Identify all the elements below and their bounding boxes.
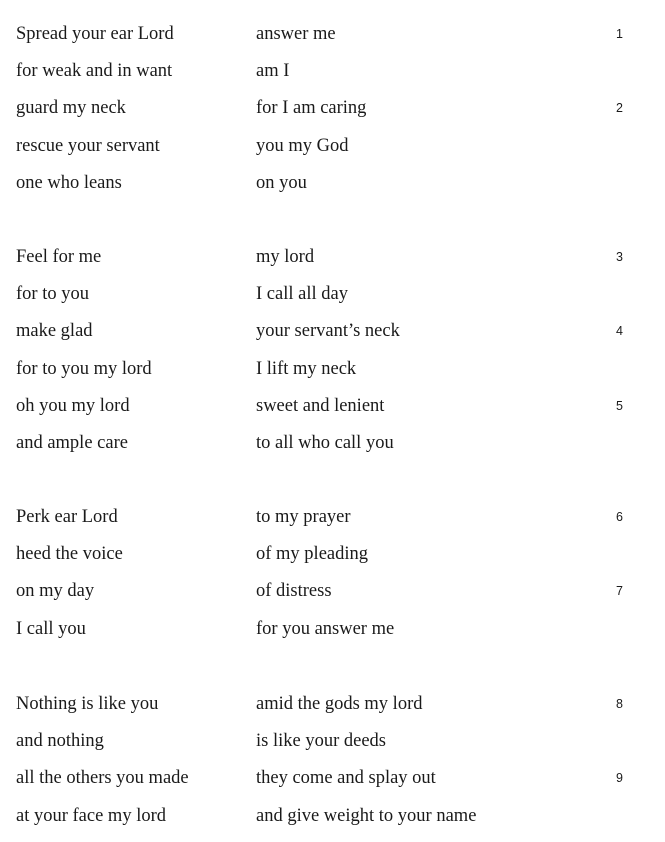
verse-line	[0, 690, 665, 718]
verse-second-half: I call all day	[256, 284, 348, 305]
verse-second-half: amid the gods my lord	[256, 694, 423, 714]
verse-line	[0, 429, 665, 457]
verse-line	[0, 280, 665, 308]
verse-number: 6	[616, 510, 623, 524]
verse-first-half: for to you	[16, 284, 89, 305]
verse-second-half: and give weight to your name	[256, 805, 477, 826]
verse-number: 4	[616, 324, 623, 339]
verse-first-half: I call you	[16, 618, 86, 639]
verse-line	[0, 243, 665, 271]
verse-line	[0, 355, 665, 383]
verse-second-half: is like your deeds	[256, 731, 386, 752]
verse-line	[0, 57, 665, 85]
verse-line	[0, 392, 665, 420]
verse-line	[0, 20, 665, 48]
verse-second-half: to all who call you	[256, 433, 394, 453]
verse-line	[0, 132, 665, 160]
verse-line	[0, 540, 665, 568]
verse-line	[0, 764, 665, 792]
verse-first-half: Spread your ear Lord	[16, 24, 174, 44]
verse-first-half: guard my neck	[16, 98, 126, 119]
verse-number: 8	[616, 697, 623, 711]
verse-line	[0, 317, 665, 345]
verse-first-half: for to you my lord	[16, 358, 152, 379]
verse-first-half: oh you my lord	[16, 395, 130, 416]
verse-first-half: and ample care	[16, 433, 128, 453]
verse-number: 2	[616, 101, 623, 116]
verse-number: 7	[616, 584, 623, 599]
verse-number: 9	[616, 771, 623, 786]
verse-first-half: one who leans	[16, 172, 122, 193]
verse-first-half: on my day	[16, 581, 95, 602]
verse-second-half: for you answer me	[256, 618, 395, 639]
verse-first-half: and nothing	[16, 731, 104, 752]
verse-line	[0, 577, 665, 605]
verse-first-half: Feel for me	[16, 247, 102, 267]
verse-line	[0, 727, 665, 755]
verse-second-half: of my pleading	[256, 544, 369, 565]
verse-first-half: for weak and in want	[16, 61, 173, 82]
verse-first-half: rescue your servant	[16, 135, 160, 156]
verse-first-half: Perk ear Lord	[16, 507, 118, 527]
verse-line	[0, 503, 665, 531]
verse-line	[0, 615, 665, 643]
verse-second-half: am I	[256, 61, 290, 82]
verse-number: 1	[616, 27, 623, 41]
verse-second-half: of distress	[256, 581, 332, 602]
verse-first-half: all the others you made	[16, 768, 189, 789]
verse-second-half: they come and splay out	[256, 768, 436, 789]
verse-second-half: to my prayer	[256, 507, 351, 527]
verse-first-half: Nothing is like you	[16, 694, 159, 714]
verse-line	[0, 94, 665, 122]
verse-second-half: answer me	[256, 24, 336, 44]
verse-second-half: I lift my neck	[256, 358, 357, 379]
verse-second-half: you my God	[256, 135, 349, 156]
verse-second-half: your servant’s neck	[256, 321, 400, 342]
verse-second-half: my lord	[256, 247, 315, 267]
verse-number: 3	[616, 250, 623, 264]
verse-line	[0, 169, 665, 197]
verse-second-half: on you	[256, 172, 307, 193]
verse-first-half: make glad	[16, 321, 93, 342]
verse-second-half: for I am caring	[256, 98, 367, 119]
verse-line	[0, 802, 665, 830]
verse-first-half: heed the voice	[16, 544, 123, 565]
verse-first-half: at your face my lord	[16, 805, 166, 826]
verse-second-half: sweet and lenient	[256, 395, 385, 416]
verse-number: 5	[616, 398, 623, 413]
